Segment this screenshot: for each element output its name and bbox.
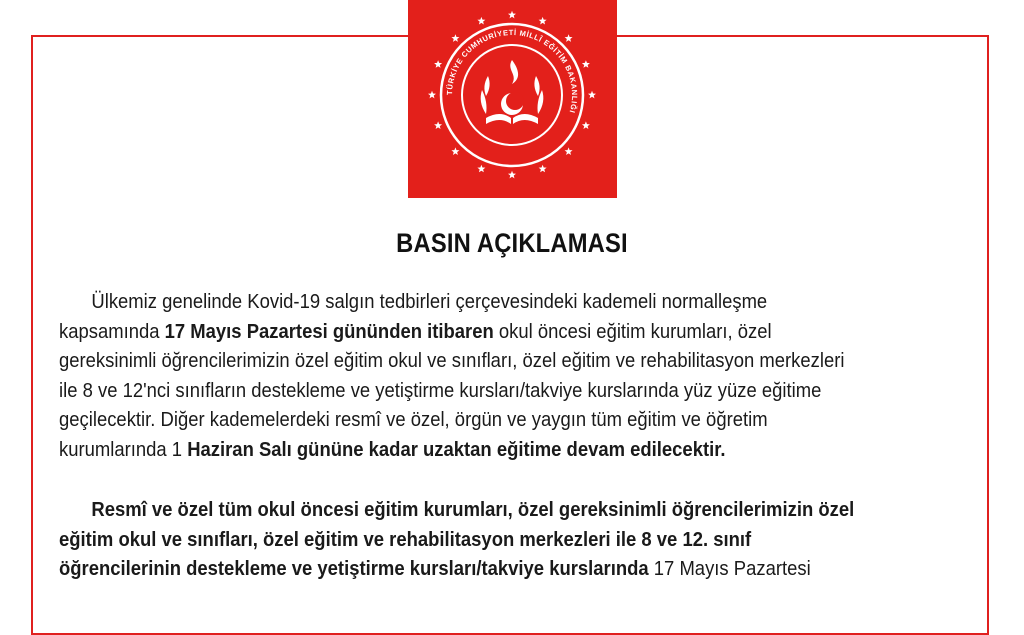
star-icon <box>508 171 516 179</box>
p1-bold-date: 17 Mayıs Pazartesi gününden itibaren <box>164 319 494 343</box>
star-icon <box>539 17 547 25</box>
p1-line-4: ile 8 ve 12'nci sınıfların destekleme ve yetiştirme kursları/takviye kurslarında yüz yüze eğitime <box>59 378 822 402</box>
star-icon <box>451 147 459 155</box>
p1-line-5: geçilecektir. Diğer kademelerdeki resmî ve özel, örgün ve yaygın tüm eğitim ve öğretim <box>59 408 768 431</box>
meb-emblem-icon <box>408 0 617 198</box>
document-title: BASIN AÇIKLAMASI <box>396 228 628 258</box>
star-icon <box>508 11 516 19</box>
emblem-banner <box>408 0 617 198</box>
star-icon <box>582 60 590 68</box>
p1-text: kapsamında <box>59 319 165 343</box>
star-icon <box>539 165 547 173</box>
star-icon <box>477 17 485 25</box>
p2-line-3-date: 17 Mayıs Pazartesi <box>648 557 811 580</box>
paragraph-1 <box>59 287 968 464</box>
emblem-ring-text: TÜRKİYE CUMHURİYETİ MİLLÎ EĞİTİM BAKANLIĞI <box>444 27 580 115</box>
star-icon <box>582 121 590 129</box>
p1-text: okul öncesi eğitim kurumları, özel <box>493 319 772 343</box>
p2-line-3: öğrencilerinin destekleme ve yetiştirme kursları/takviye kurslarında <box>59 557 649 580</box>
star-icon <box>451 34 459 42</box>
star-icon <box>434 60 442 68</box>
p1-bold-end: Haziran Salı gününe kadar uzaktan eğitime devam edilecektir. <box>187 437 726 461</box>
paragraph-2 <box>59 495 968 584</box>
p1-text: kurumlarında 1 <box>59 437 188 461</box>
p2-line-2: eğitim okul ve sınıfları, özel eğitim ve rehabilitasyon merkezleri ile 8 ve 12. sınıf <box>59 527 752 551</box>
star-icon <box>565 147 573 155</box>
p1-line-3: gereksinimli öğrencilerimizin özel eğitim okul ve sınıfları, özel eğitim ve rehabilitasyon merkezleri <box>59 349 845 372</box>
p1-line-1: Ülkemiz genelinde Kovid-19 salgın tedbirleri çerçevesindeki kademeli normalleşme <box>91 290 768 313</box>
star-icon <box>428 91 436 99</box>
star-icon <box>434 121 442 129</box>
star-icon <box>565 34 573 42</box>
star-icon <box>477 165 485 173</box>
star-icon <box>588 91 596 99</box>
p2-line-1: Resmî ve özel tüm okul öncesi eğitim kurumları, özel gereksinimli öğrencilerimizin özel <box>91 498 855 521</box>
